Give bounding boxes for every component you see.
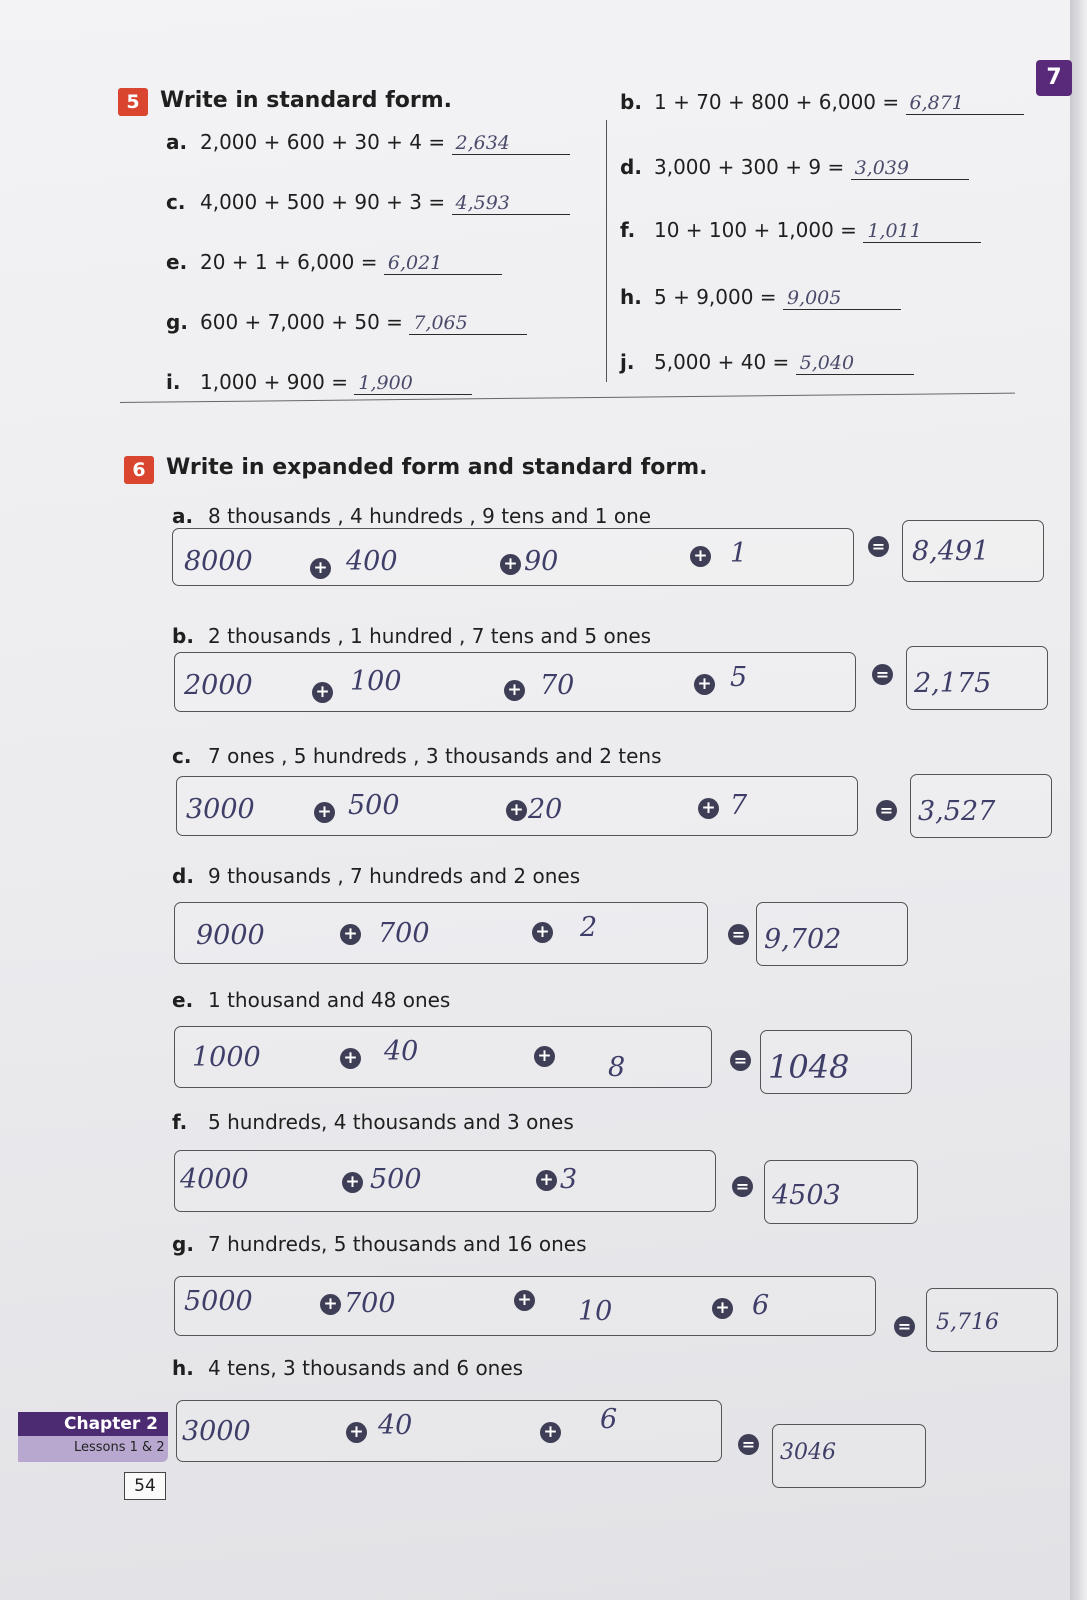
handwritten-part: 2 [580,912,598,943]
plus-icon: + [506,800,527,821]
handwritten-part: 8000 [184,546,253,577]
plus-icon: + [514,1290,535,1311]
item-expression: 2,000 + 600 + 30 + 4 = [200,130,446,154]
item-expression: 600 + 7,000 + 50 = [200,310,403,334]
handwritten-part: 70 [540,670,575,701]
handwritten-part: 100 [350,666,402,697]
plus-icon: + [536,1170,557,1191]
handwritten-part: 9000 [196,920,265,951]
exercise-5h [620,285,901,310]
handwritten-part: 40 [378,1410,413,1441]
item-letter: j. [620,350,635,374]
exercise-5e [166,250,502,275]
item-expression: 3,000 + 300 + 9 = [654,155,845,179]
handwritten-standard: 9,702 [764,924,842,955]
handwritten-standard: 3,527 [918,796,996,827]
item-expression: 10 + 100 + 1,000 = [654,218,857,242]
exercise-5j [620,350,914,375]
exercise-5d [620,155,969,180]
item-letter: c. [172,744,192,768]
item-expression: 5,000 + 40 = [654,350,790,374]
item-letter: e. [172,988,194,1012]
answer-field[interactable]: 6,871 [906,92,1024,115]
handwritten-part: 3000 [182,1416,251,1447]
plus-icon: + [712,1298,733,1319]
item-text: 8 thousands , 4 hundreds , 9 tens and 1 one [208,504,652,528]
handwritten-part: 5000 [184,1286,253,1317]
item-letter: b. [172,624,194,648]
item-letter: a. [172,504,194,528]
page-edge [1070,0,1087,1600]
chapter-title: Chapter 2 [18,1412,168,1436]
answer-field[interactable]: 5,040 [796,352,914,375]
answer-field[interactable]: 7,065 [409,312,527,335]
item-text: 5 hundreds, 4 thousands and 3 ones [208,1110,574,1134]
item-expression: 20 + 1 + 6,000 = [200,250,378,274]
item-expression: 4,000 + 500 + 90 + 3 = [200,190,446,214]
exercise-6c-label [172,744,662,768]
item-letter: h. [620,285,642,309]
answer-field[interactable]: 1,900 [354,372,472,395]
answer-field[interactable]: 1,011 [863,220,981,243]
handwritten-part: 700 [378,918,430,949]
handwritten-part: 8 [608,1052,626,1083]
handwritten-standard: 3046 [780,1440,836,1465]
item-expression: 5 + 9,000 = [654,285,777,309]
item-text: 7 ones , 5 hundreds , 3 thousands and 2 tens [208,744,662,768]
handwritten-part: 1000 [192,1042,261,1073]
handwritten-part: 6 [752,1290,770,1321]
exercise-5b [620,90,1024,115]
section-6-number: 6 [124,456,154,484]
handwritten-part: 3 [560,1164,578,1195]
plus-icon: + [698,798,719,819]
plus-icon: + [504,680,525,701]
item-letter: b. [620,90,642,114]
handwritten-part: 7 [730,790,748,821]
handwritten-part: 20 [528,794,563,825]
item-letter: g. [166,310,188,334]
exercise-6e-label [172,988,450,1012]
handwritten-part: 700 [344,1288,396,1319]
handwritten-part: 500 [348,790,400,821]
answer-field[interactable]: 2,634 [452,132,570,155]
exercise-6d-label [172,864,580,888]
handwritten-standard: 4503 [772,1180,841,1211]
plus-icon: + [500,554,521,575]
plus-icon: + [694,674,715,695]
equals-icon: = [732,1176,753,1197]
item-letter: d. [172,864,194,888]
section-5-title: Write in standard form. [160,88,453,113]
plus-icon: + [346,1422,367,1443]
exercise-6g-label [172,1232,587,1256]
equals-icon: = [894,1316,915,1337]
handwritten-standard: 2,175 [914,668,992,699]
plus-icon: + [312,682,333,703]
item-letter: d. [620,155,642,179]
item-expression: 1,000 + 900 = [200,370,349,394]
equals-icon: = [868,536,889,557]
exercise-5c [166,190,570,215]
handwritten-part: 5 [730,662,748,693]
handwritten-part: 500 [370,1164,422,1195]
exercise-5f [620,218,981,243]
plus-icon: + [690,546,711,567]
handwritten-part: 40 [384,1036,419,1067]
answer-field[interactable]: 6,021 [384,252,502,275]
handwritten-standard: 5,716 [936,1310,999,1335]
item-letter: f. [172,1110,188,1134]
plus-icon: + [340,924,361,945]
lessons-label: Lessons 1 & 2 [74,1440,165,1455]
handwritten-part: 6 [600,1404,618,1435]
column-divider [606,120,607,382]
plus-icon: + [314,802,335,823]
answer-field[interactable]: 9,005 [783,287,901,310]
item-letter: i. [166,370,181,394]
exercise-5a [166,130,570,155]
plus-icon: + [534,1046,555,1067]
plus-icon: + [342,1172,363,1193]
plus-icon: + [310,558,331,579]
item-text: 7 hundreds, 5 thousands and 16 ones [208,1232,587,1256]
exercise-6f-label [172,1110,574,1134]
exercise-6a-label [172,504,651,528]
item-text: 9 thousands , 7 hundreds and 2 ones [208,864,581,888]
section-6-title: Write in expanded form and standard form. [166,455,708,480]
item-letter: h. [172,1356,194,1380]
equals-icon: = [730,1050,751,1071]
handwritten-part: 400 [346,546,398,577]
handwritten-standard: 1048 [768,1048,850,1086]
answer-field[interactable]: 3,039 [851,157,969,180]
item-expression: 1 + 70 + 800 + 6,000 = [654,90,900,114]
item-letter: c. [166,190,186,214]
equals-icon: = [876,800,897,821]
item-text: 2 thousands , 1 hundred , 7 tens and 5 ones [208,624,652,648]
handwritten-part: 10 [578,1296,613,1327]
item-letter: e. [166,250,188,274]
expanded-form-box[interactable] [176,1400,722,1462]
next-section-number: 7 [1036,60,1072,96]
section-5-number: 5 [118,88,148,116]
handwritten-part: 90 [524,546,559,577]
equals-icon: = [872,664,893,685]
plus-icon: + [340,1048,361,1069]
page-number: 54 [124,1472,166,1500]
exercise-6h-label [172,1356,523,1380]
handwritten-part: 1 [730,538,748,569]
plus-icon: + [540,1422,561,1443]
handwritten-part: 2000 [184,670,253,701]
item-text: 1 thousand and 48 ones [208,988,451,1012]
item-letter: g. [172,1232,194,1256]
answer-field[interactable]: 4,593 [452,192,570,215]
exercise-6b-label [172,624,651,648]
equals-icon: = [728,924,749,945]
expanded-form-box[interactable] [174,1150,716,1212]
plus-icon: + [320,1294,341,1315]
item-letter: f. [620,218,636,242]
exercise-5i [166,370,472,395]
handwritten-standard: 8,491 [912,536,990,567]
plus-icon: + [532,922,553,943]
item-letter: a. [166,130,188,154]
handwritten-part: 3000 [186,794,255,825]
equals-icon: = [738,1434,759,1455]
item-text: 4 tens, 3 thousands and 6 ones [208,1356,524,1380]
handwritten-part: 4000 [180,1164,249,1195]
exercise-5g [166,310,527,335]
